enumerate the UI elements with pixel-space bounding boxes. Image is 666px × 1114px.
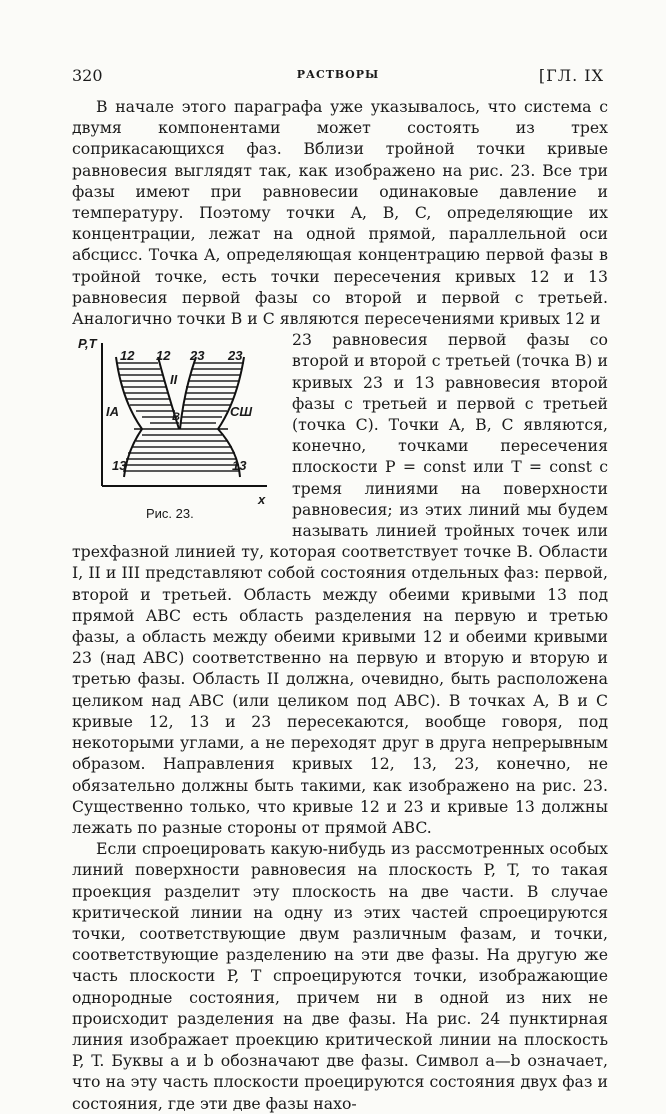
body-text bbox=[72, 96, 608, 1114]
region-label-ii: II bbox=[170, 372, 178, 388]
running-title: РАСТВОРЫ bbox=[296, 68, 380, 81]
curve-label-23-left: 23 bbox=[190, 348, 205, 364]
figure-caption: Рис. 23. bbox=[146, 506, 194, 522]
chapter-marker: [ГЛ. IX bbox=[538, 66, 604, 85]
figure-23 bbox=[72, 331, 280, 529]
curve-label-12-left: 12 bbox=[120, 348, 135, 364]
region-label-ciii: CШ bbox=[230, 404, 253, 420]
curve-label-12-right: 12 bbox=[156, 348, 171, 364]
axis-label-pt: P,T bbox=[78, 336, 97, 352]
curve-label-23-right: 23 bbox=[228, 348, 243, 364]
axis-label-x: x bbox=[258, 492, 266, 508]
page-number: 320 bbox=[72, 66, 103, 85]
curve-label-13-right: 13 bbox=[232, 458, 247, 474]
paragraph-projection: Если спроецировать какую-нибудь из рассмотренных особых линий поверхности равновесия на плоскость P, T, то такая проекция разделит эту плоскость на две части. В случае критической линии на одну из этих частей спроецируются точки, соответствующие двум различным фазам, и точки, соответствующие разделению на эти две фазы. На другую же часть плоскости P, T спроецируются точки, изображающие однородные состояния, причем ни в одной из них не происходит разделения на две фазы. На рис. 24 пунктирная линия изображает проекцию критической линии на плоскость P, T. Буквы a и b обозначают две фазы. Символ a—b означает, что на эту часть плоскости проецируются состояния двух фаз и состояния, где эти две фазы нахо- bbox=[72, 839, 608, 1113]
paragraph-intro: В начале этого параграфа уже указывалось, что система с двумя компонентами может состоять из трех соприкасающихся фаз. Вблизи тройной точки кривые равновесия выглядят так, как изображено на рис. 23. Все три фазы имеют при равновесии одинаковые давление и температуру. Поэтому точки A, B, C, определяющие их концентрации, лежат на одной прямой, параллельной оси абсцисс. Точка A, определяющая концентрацию первой фазы в тройной точке, есть точки пересечения кривых 12 и 13 равновесия первой фазы со второй и первой с третьей. Аналогично точки B и C являются пересечениями кривых 12 и bbox=[72, 97, 608, 329]
paragraph-figure-wrap: 23 равновесия первой фазы со второй и второй с третьей (точка B) и кривых 23 и 13 равновесия второй фазы с третьей и первой с третьей (точка C). Точки A, B, C являются, конечно, точками пересечения плоскости P = const или T = const с тремя линиями на поверхности равновесия; из этих линий мы будем называть линией тройных точек или трехфазной линией ту, которая соответствует точке B. Области I, II и III представляют собой состояния отдельных фаз: первой, второй и третьей. Область между обеими кривыми 13 под прямой ABC есть область разделения на первую и третью фазы, а область между обеими кривыми 12 и обеими кривыми 23 (над ABC) соответственно на первую и вторую и вторую и третью фазы. Область II должна, очевидно, быть расположена целиком над ABC (или целиком под ABC). В точках A, B и C кривые 12, 13 и 23 пересекаются, вообще говоря, под некоторыми углами, а не переходят друг в друга непрерывным образом. Направления кривых 12, 13, 23, конечно, не обязательно должны быть такими, как изображено на рис. 23. Существенно только, что кривые 12 и 23 и кривые 13 должны лежать по разные стороны от прямой ABC. bbox=[72, 330, 608, 837]
region-label-ia: IA bbox=[106, 404, 119, 420]
page-header bbox=[72, 66, 604, 88]
phase-diagram bbox=[72, 331, 280, 529]
curve-label-13-left: 13 bbox=[112, 458, 127, 474]
point-label-b: B bbox=[172, 411, 180, 424]
